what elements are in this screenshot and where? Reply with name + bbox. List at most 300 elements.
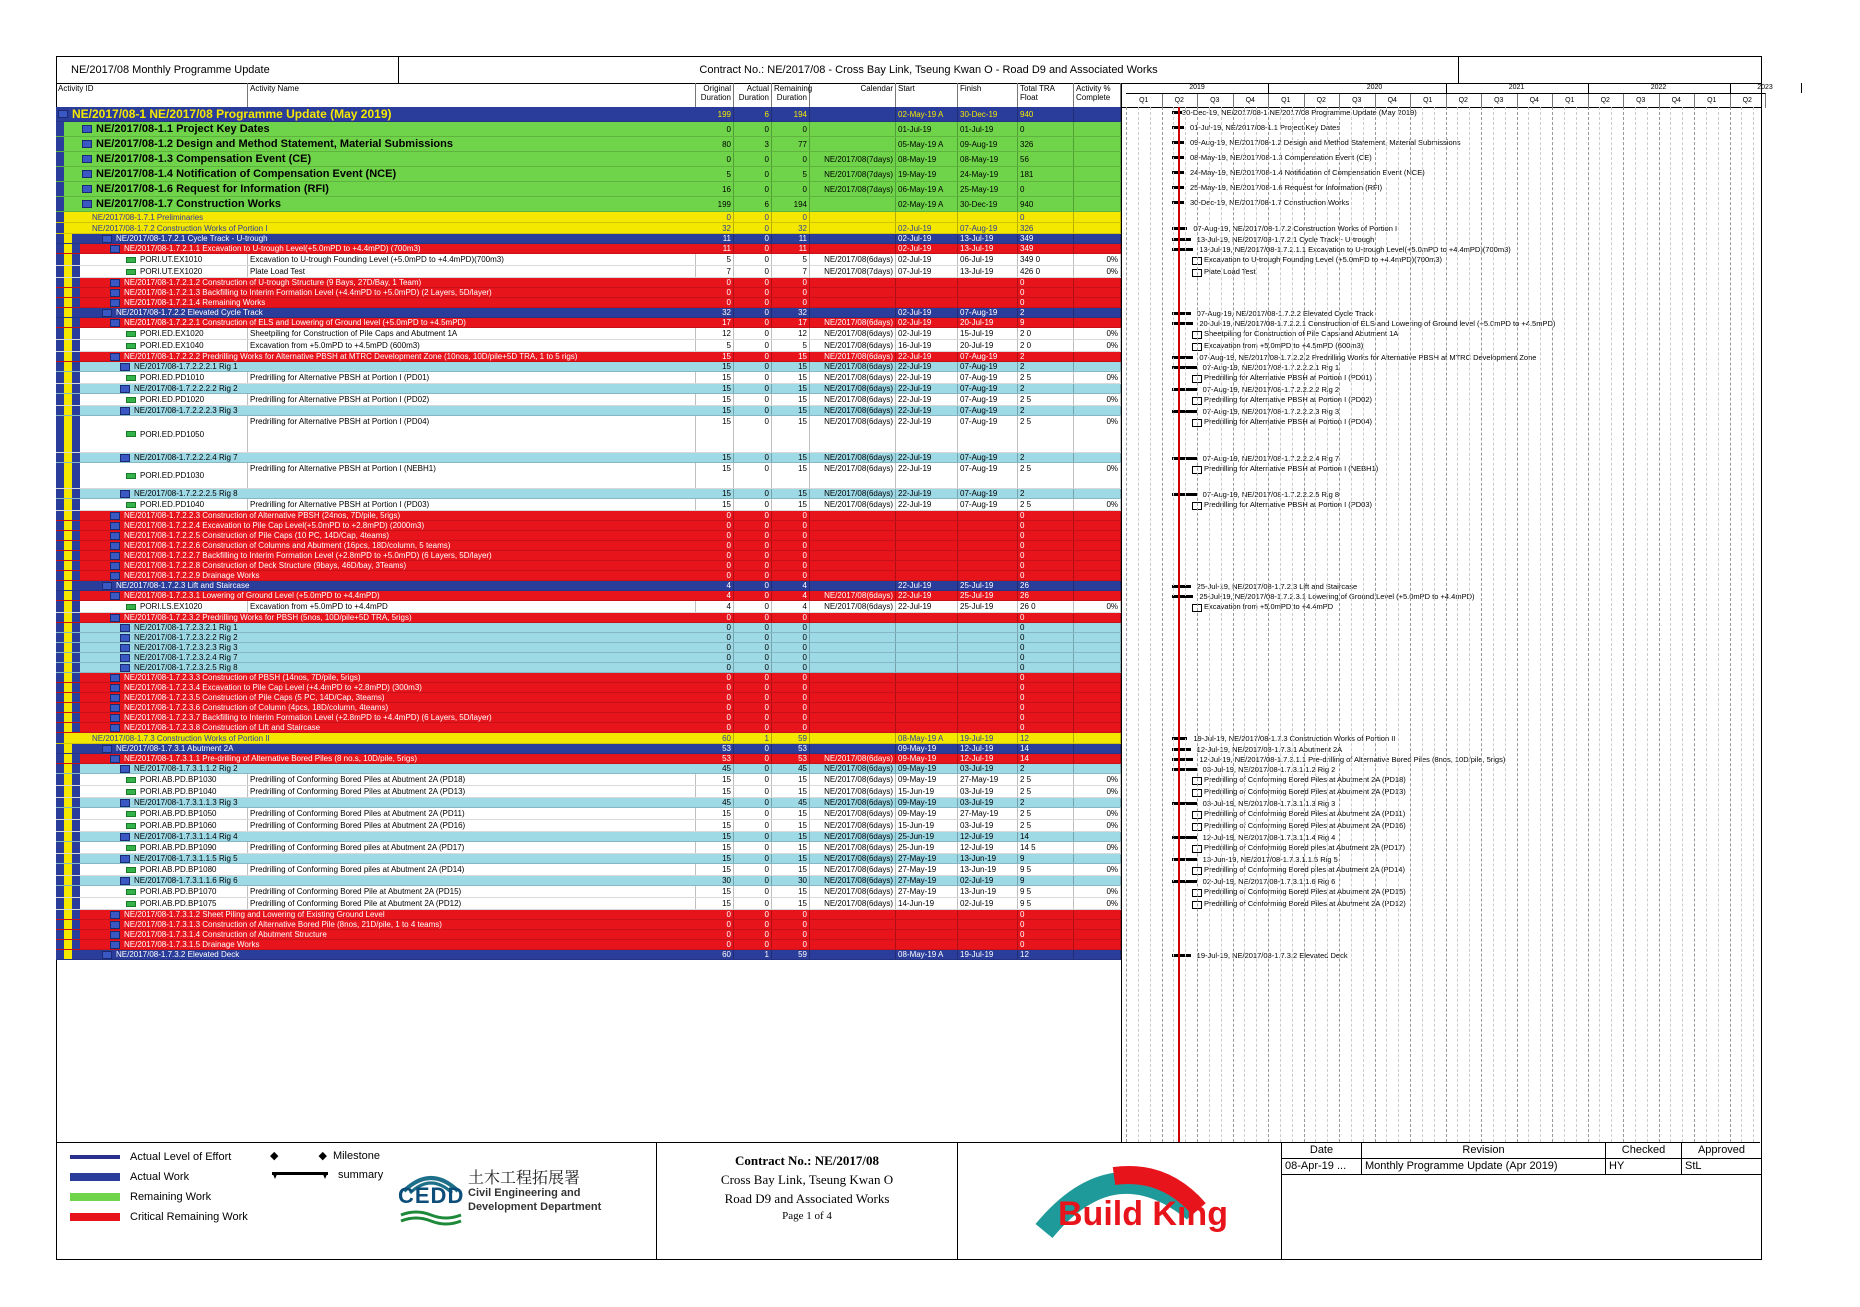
activity-id-text: NE/2017/08-1.7.2.3.2.1 Rig 1 — [134, 623, 238, 632]
cell-cal — [810, 551, 896, 560]
activity-id — [90, 223, 696, 233]
buildking-logo — [956, 1143, 1281, 1259]
level-bar — [72, 798, 80, 807]
level-bar — [56, 703, 64, 712]
col-remaining-duration[interactable]: Remaining Duration — [772, 83, 810, 107]
level-bar — [64, 288, 72, 297]
cell-rd: 0 — [772, 693, 810, 702]
cell-pct: 0% — [1074, 820, 1121, 831]
col-calendar[interactable]: Calendar — [810, 83, 896, 107]
activity-row[interactable] — [56, 774, 1121, 786]
wbs-folder-icon — [110, 684, 120, 692]
wbs-row[interactable] — [56, 561, 1121, 571]
cell-cal — [810, 703, 896, 712]
activity-id-text: NE/2017/08-1.7.2.2.7 Backfilling to Interim Formation Level (+2.8mPD to +5.0mPD) (6 Layers, 5D/layer) — [124, 551, 492, 560]
wbs-row[interactable] — [56, 489, 1121, 499]
activity-id — [108, 278, 696, 287]
wbs-row[interactable] — [56, 623, 1121, 633]
cell-start — [896, 288, 958, 297]
gantt-label: 24-May-19, NE/2017/08-1.4 Notification of Compensation Event (NCE) — [1190, 168, 1425, 177]
cell-od: 199 — [696, 197, 734, 211]
cell-od: 0 — [696, 703, 734, 712]
cell-rd: 15 — [772, 406, 810, 415]
level-bar — [64, 384, 72, 393]
activity-row[interactable] — [56, 886, 1121, 898]
cell-ad: 0 — [734, 499, 772, 510]
cell-od: 0 — [696, 623, 734, 632]
gantt-gridline — [1292, 107, 1293, 1142]
legend-swatch — [70, 1213, 120, 1221]
activity-name: Predrilling of Conforming Bored Piles at Abutment 2A (PD13) — [248, 786, 696, 797]
gantt-summary-bar[interactable] — [1172, 758, 1193, 761]
wbs-row[interactable] — [56, 832, 1121, 842]
cell-cal: NE/2017/08(6days) — [810, 808, 896, 819]
activity-id-text: NE/2017/08-1.7.3.1.1.2 Rig 2 — [134, 764, 238, 773]
activity-row[interactable] — [56, 266, 1121, 278]
cell-rd: 0 — [772, 511, 810, 520]
cell-start — [896, 723, 958, 732]
wbs-row[interactable] — [56, 581, 1121, 591]
level-bar — [56, 384, 64, 393]
level-bar — [64, 820, 72, 831]
cell-rd: 53 — [772, 744, 810, 753]
wbs-row[interactable] — [56, 406, 1121, 416]
level-bar — [72, 463, 80, 488]
activity-id — [108, 940, 696, 949]
cell-ad: 0 — [734, 898, 772, 909]
activity-row[interactable] — [56, 463, 1121, 489]
gantt-gridline — [1635, 107, 1636, 1142]
gantt-label: Predrilling of Conforming Bored piles at Abutment 2A (PD17) — [1204, 843, 1405, 852]
wbs-row[interactable] — [56, 754, 1121, 764]
cell-cal: NE/2017/08(6days) — [810, 886, 896, 897]
wbs-row[interactable] — [56, 137, 1121, 152]
cell-rd: 0 — [772, 723, 810, 732]
wbs-row[interactable] — [56, 308, 1121, 318]
cell-cal: NE/2017/08(7days) — [810, 182, 896, 196]
cell-rd: 194 — [772, 107, 810, 121]
cell-ad: 1 — [734, 950, 772, 959]
cell-od: 0 — [696, 673, 734, 682]
wbs-row[interactable] — [56, 318, 1121, 328]
cell-finish: 03-Jul-19 — [958, 786, 1018, 797]
cell-pct — [1074, 683, 1121, 692]
wbs-row[interactable] — [56, 511, 1121, 521]
level-bar — [64, 713, 72, 722]
cell-start — [896, 683, 958, 692]
cell-od: 0 — [696, 653, 734, 662]
level-bar — [64, 406, 72, 415]
activity-row[interactable] — [56, 842, 1121, 854]
gantt-label: Predrilling of Conforming Bored piles at Abutment 2A (PD14) — [1204, 865, 1405, 874]
wbs-row[interactable] — [56, 167, 1121, 182]
wbs-row[interactable] — [56, 122, 1121, 137]
cell-rd: 53 — [772, 754, 810, 763]
cell-rd: 15 — [772, 842, 810, 853]
level-bar — [64, 328, 72, 339]
activity-row[interactable] — [56, 340, 1121, 352]
cell-rd: 77 — [772, 137, 810, 151]
level-bar — [56, 673, 64, 682]
cell-start: 02-Jul-19 — [896, 244, 958, 253]
wbs-folder-icon — [110, 532, 120, 540]
wbs-row[interactable] — [56, 744, 1121, 754]
activity-id — [108, 930, 696, 939]
cell-pct — [1074, 581, 1121, 590]
level-bar — [72, 876, 80, 885]
level-bar — [56, 541, 64, 550]
col-actual-duration[interactable]: Actual Duration — [734, 83, 772, 107]
activity-id — [124, 328, 248, 339]
wbs-row[interactable] — [56, 703, 1121, 713]
wbs-row[interactable] — [56, 764, 1121, 774]
level-bar — [72, 683, 80, 692]
col-start[interactable]: Start — [896, 83, 958, 107]
cell-ad: 0 — [734, 561, 772, 570]
cell-rd: 0 — [772, 940, 810, 949]
wbs-row[interactable] — [56, 633, 1121, 643]
cell-finish — [958, 653, 1018, 662]
activity-id-text: PORI.ED.EX1020 — [140, 329, 204, 338]
task-bar-icon — [126, 375, 136, 381]
wbs-row[interactable] — [56, 571, 1121, 581]
gantt-gridline — [1588, 107, 1589, 1142]
gantt-summary-bar[interactable] — [1172, 312, 1191, 315]
gantt-label: Predrilling for Alternative PBSH at Portion I (PD02) — [1204, 395, 1372, 404]
cell-rd: 15 — [772, 864, 810, 875]
cell-ad: 0 — [734, 571, 772, 580]
level-bar — [56, 613, 64, 622]
legend-remaining-work — [70, 1191, 211, 1203]
activity-id — [118, 453, 696, 462]
cell-start: 22-Jul-19 — [896, 601, 958, 612]
cell-cal — [810, 561, 896, 570]
wbs-folder-icon — [120, 877, 130, 885]
cell-pct — [1074, 308, 1121, 317]
level-bar — [72, 723, 80, 732]
cell-ad: 0 — [734, 798, 772, 807]
cell-cal — [810, 581, 896, 590]
cell-start: 22-Jul-19 — [896, 499, 958, 510]
cell-pct — [1074, 571, 1121, 580]
cell-rd: 5 — [772, 340, 810, 351]
cell-pct — [1074, 384, 1121, 393]
cell-start: 14-Jun-19 — [896, 898, 958, 909]
timescale-quarter: Q3 — [1623, 93, 1660, 108]
wbs-folder-icon — [110, 921, 120, 929]
summary-bar-icon — [270, 1170, 330, 1180]
wbs-row[interactable] — [56, 950, 1121, 960]
cell-pct — [1074, 653, 1121, 662]
cell-start — [896, 541, 958, 550]
wbs-row[interactable] — [56, 362, 1121, 372]
activity-row[interactable] — [56, 808, 1121, 820]
gantt-summary-bar[interactable] — [1172, 248, 1193, 251]
wbs-folder-icon — [110, 512, 120, 520]
activity-row[interactable] — [56, 786, 1121, 798]
activity-row[interactable] — [56, 499, 1121, 511]
cell-od: 17 — [696, 318, 734, 327]
cell-ad: 0 — [734, 940, 772, 949]
activity-row[interactable] — [56, 820, 1121, 832]
gantt-summary-bar[interactable] — [1172, 954, 1191, 957]
cell-od: 15 — [696, 786, 734, 797]
wbs-row[interactable] — [56, 798, 1121, 808]
cell-start: 06-May-19 A — [896, 182, 958, 196]
cell-finish: 25-May-19 — [958, 182, 1018, 196]
wbs-row[interactable] — [56, 152, 1121, 167]
cell-start: 08-May-19 A — [896, 733, 958, 743]
wbs-row[interactable] — [56, 920, 1121, 930]
wbs-folder-icon — [110, 353, 120, 361]
wbs-row[interactable] — [56, 854, 1121, 864]
cell-ad: 0 — [734, 308, 772, 317]
cell-start: 09-May-19 — [896, 808, 958, 819]
level-bar — [64, 920, 72, 929]
wbs-row[interactable] — [56, 643, 1121, 653]
col-activity-id[interactable]: Activity ID — [56, 83, 248, 107]
cell-pct: 0% — [1074, 808, 1121, 819]
gantt-gridline — [1173, 107, 1174, 1142]
timescale-quarter: Q2 — [1730, 93, 1767, 108]
activity-id — [108, 591, 696, 600]
cell-start: 15-Jun-19 — [896, 786, 958, 797]
activity-name: Predrilling for Alternative PBSH at Portion I (PD01) — [248, 372, 696, 383]
activity-row[interactable] — [56, 864, 1121, 876]
cell-pct — [1074, 167, 1121, 181]
wbs-row[interactable] — [56, 541, 1121, 551]
cell-finish: 12-Jul-19 — [958, 832, 1018, 841]
col-activity-name[interactable]: Activity Name — [248, 83, 696, 107]
wbs-row[interactable] — [56, 278, 1121, 288]
wbs-row[interactable] — [56, 693, 1121, 703]
cell-tf: 0 — [1018, 920, 1074, 929]
cell-tf: 2 — [1018, 764, 1074, 773]
activity-id-text: NE/2017/08-1.7.3.1.2 Sheet Piling and Lowering of Existing Ground Level — [124, 910, 385, 919]
gantt-summary-bar[interactable] — [1172, 748, 1191, 751]
activity-name: Predrilling of Conforming Bored Piles at Abutment 2A (PD11) — [248, 808, 696, 819]
level-bar — [56, 876, 64, 885]
activity-row[interactable] — [56, 254, 1121, 266]
wbs-row[interactable] — [56, 733, 1121, 744]
activity-row[interactable] — [56, 601, 1121, 613]
activity-name: Predrilling of Conforming Bored Piles at Abutment 2A (PD16) — [248, 820, 696, 831]
cell-tf: 0 — [1018, 940, 1074, 949]
cell-tf: 2 5 — [1018, 774, 1074, 785]
gantt-summary-bar[interactable] — [1172, 238, 1191, 241]
cell-rd: 15 — [772, 352, 810, 361]
gantt-gridline — [1268, 107, 1269, 1142]
cell-tf: 349 — [1018, 244, 1074, 253]
level-bar — [72, 864, 80, 875]
wbs-row[interactable] — [56, 288, 1121, 298]
wbs-row[interactable] — [56, 244, 1121, 254]
cell-finish: 08-May-19 — [958, 152, 1018, 166]
timescale-quarter: Q4 — [1375, 93, 1412, 108]
activity-name: Predrilling for Alternative PBSH at Portion I (NEBH1) — [248, 463, 696, 488]
level-bar — [64, 653, 72, 662]
activity-id-text: NE/2017/08-1.7.2.2.2.4 Rig 7 — [134, 453, 238, 462]
activity-id — [108, 318, 696, 327]
level-bar — [72, 808, 80, 819]
cell-pct: 0% — [1074, 328, 1121, 339]
wbs-row[interactable] — [56, 212, 1121, 223]
cell-pct — [1074, 511, 1121, 520]
wbs-row[interactable] — [56, 613, 1121, 623]
wbs-row[interactable] — [56, 910, 1121, 920]
cell-pct — [1074, 107, 1121, 121]
level-bar — [64, 266, 72, 277]
cell-start: 25-Jun-19 — [896, 832, 958, 841]
activity-row[interactable] — [56, 416, 1121, 453]
wbs-row[interactable] — [56, 182, 1121, 197]
gantt-gridline — [1233, 107, 1234, 1142]
cell-tf: 2 5 — [1018, 463, 1074, 488]
wbs-row[interactable] — [56, 223, 1121, 234]
gantt-label: 30-Dec-19, NE/2017/08-1.7 Construction Works — [1190, 198, 1350, 207]
cell-od: 15 — [696, 489, 734, 498]
gantt-label: Predrilling of Conforming Bored Piles at Abutment 2A (PD15) — [1204, 887, 1406, 896]
gantt-label: 03-Jul-19, NE/2017/08-1.7.3.1.1.3 Rig 3 — [1202, 799, 1336, 808]
gantt-summary-bar[interactable] — [1172, 595, 1193, 598]
cell-od: 0 — [696, 541, 734, 550]
wbs-row[interactable] — [56, 653, 1121, 663]
gantt-summary-bar[interactable] — [1172, 356, 1193, 359]
activity-id-text: NE/2017/08-1.7.3.1.1.4 Rig 4 — [134, 832, 238, 841]
cell-cal: NE/2017/08(6days) — [810, 591, 896, 600]
cell-od: 5 — [696, 167, 734, 181]
cell-rd: 12 — [772, 328, 810, 339]
wbs-row[interactable] — [56, 591, 1121, 601]
wbs-row[interactable] — [56, 930, 1121, 940]
cell-cal: NE/2017/08(6days) — [810, 786, 896, 797]
activity-id-text: PORI.UT.EX1020 — [140, 267, 203, 276]
gantt-gridline — [1244, 107, 1245, 1142]
cell-ad: 0 — [734, 754, 772, 763]
col-total-float[interactable]: Total TRA Float — [1018, 83, 1074, 107]
cell-tf: 0 — [1018, 930, 1074, 939]
gantt-summary-bar[interactable] — [1172, 322, 1193, 325]
col-pct-complete[interactable]: Activity % Complete — [1074, 83, 1121, 107]
cell-ad: 0 — [734, 278, 772, 287]
cell-pct — [1074, 723, 1121, 732]
cell-od: 53 — [696, 744, 734, 753]
cell-start: 22-Jul-19 — [896, 362, 958, 371]
activity-id — [118, 643, 696, 652]
activity-id — [124, 786, 248, 797]
cell-rd: 0 — [772, 910, 810, 919]
cell-rd: 15 — [772, 362, 810, 371]
cell-tf: 14 — [1018, 832, 1074, 841]
gantt-gridline — [1718, 107, 1719, 1142]
cell-start: 05-May-19 A — [896, 137, 958, 151]
activity-row[interactable] — [56, 372, 1121, 384]
cell-ad: 0 — [734, 886, 772, 897]
activity-id-text: PORI.AB.PD.BP1080 — [140, 865, 217, 874]
activity-row[interactable] — [56, 328, 1121, 340]
cell-od: 15 — [696, 842, 734, 853]
wbs-row[interactable] — [56, 663, 1121, 673]
col-original-duration[interactable]: Original Duration — [696, 83, 734, 107]
wbs-row[interactable] — [56, 197, 1121, 212]
col-finish[interactable]: Finish — [958, 83, 1018, 107]
activity-id-text: NE/2017/08-1.7.2.3.1 Lowering of Ground Level (+5.0mPD to +4.4mPD) — [124, 591, 380, 600]
cell-finish — [958, 930, 1018, 939]
wbs-row[interactable] — [56, 453, 1121, 463]
wbs-row[interactable] — [56, 352, 1121, 362]
revision-header-revision: Revision — [1362, 1143, 1606, 1159]
activity-row[interactable] — [56, 394, 1121, 406]
gantt-gridline — [1611, 107, 1612, 1142]
cell-od: 0 — [696, 122, 734, 136]
cell-tf: 0 — [1018, 683, 1074, 692]
activity-name: Predrilling of Conforming Bored Piles at Abutment 2A (PD18) — [248, 774, 696, 785]
gantt-label: 25-Jul-19, NE/2017/08-1.7.2.3.1 Lowering of Ground Level (+5.0mPD to +4.4mPD) — [1199, 592, 1475, 601]
level-bar — [56, 499, 64, 510]
activity-id-text: PORI.UT.EX1010 — [140, 255, 203, 264]
wbs-row[interactable] — [56, 713, 1121, 723]
wbs-row[interactable] — [56, 521, 1121, 531]
cell-rd: 15 — [772, 384, 810, 393]
cell-ad: 0 — [734, 864, 772, 875]
gantt-label: 12-Jul-19, NE/2017/08-1.7.3.1 Abutment 2A — [1196, 745, 1343, 754]
activity-id-text: NE/2017/08-1.7.2.3.4 Excavation to Pile Cap Level (+4.4mPD to +2.8mPD) (300m3) — [124, 683, 422, 692]
cell-tf: 2 5 — [1018, 416, 1074, 452]
cell-ad: 0 — [734, 820, 772, 831]
cell-rd: 0 — [772, 122, 810, 136]
gantt-gridline — [1185, 107, 1186, 1142]
level-bar — [56, 511, 64, 520]
wbs-row[interactable] — [56, 551, 1121, 561]
wbs-row[interactable] — [56, 107, 1121, 122]
wbs-row[interactable] — [56, 298, 1121, 308]
wbs-row[interactable] — [56, 234, 1121, 244]
cell-pct — [1074, 693, 1121, 702]
wbs-row[interactable] — [56, 940, 1121, 950]
gantt-gridline — [1517, 107, 1518, 1142]
wbs-row[interactable] — [56, 384, 1121, 394]
wbs-row[interactable] — [56, 723, 1121, 733]
wbs-row[interactable] — [56, 531, 1121, 541]
level-bar — [56, 278, 64, 287]
cell-finish: 07-Aug-19 — [958, 352, 1018, 361]
cell-cal — [810, 511, 896, 520]
cell-cal — [810, 308, 896, 317]
cell-cal — [810, 910, 896, 919]
cell-start: 02-Jul-19 — [896, 328, 958, 339]
cell-pct — [1074, 663, 1121, 672]
activity-name: Predrilling for Alternative PBSH at Portion I (PD02) — [248, 394, 696, 405]
wbs-row[interactable] — [56, 673, 1121, 683]
level-bar — [64, 864, 72, 875]
level-bar — [72, 394, 80, 405]
gantt-summary-bar[interactable] — [1172, 585, 1191, 588]
gantt-gridline — [1410, 107, 1411, 1142]
cell-od: 0 — [696, 288, 734, 297]
cell-pct — [1074, 489, 1121, 498]
cell-tf: 2 — [1018, 308, 1074, 317]
activity-row[interactable] — [56, 898, 1121, 910]
wbs-folder-icon — [110, 941, 120, 949]
wbs-row[interactable] — [56, 876, 1121, 886]
level-bar — [64, 950, 72, 959]
wbs-row[interactable] — [56, 683, 1121, 693]
cell-od: 45 — [696, 764, 734, 773]
gantt-gridline — [1469, 107, 1470, 1142]
level-bar — [56, 521, 64, 530]
cell-cal: NE/2017/08(6days) — [810, 854, 896, 863]
level-bar — [56, 864, 64, 875]
